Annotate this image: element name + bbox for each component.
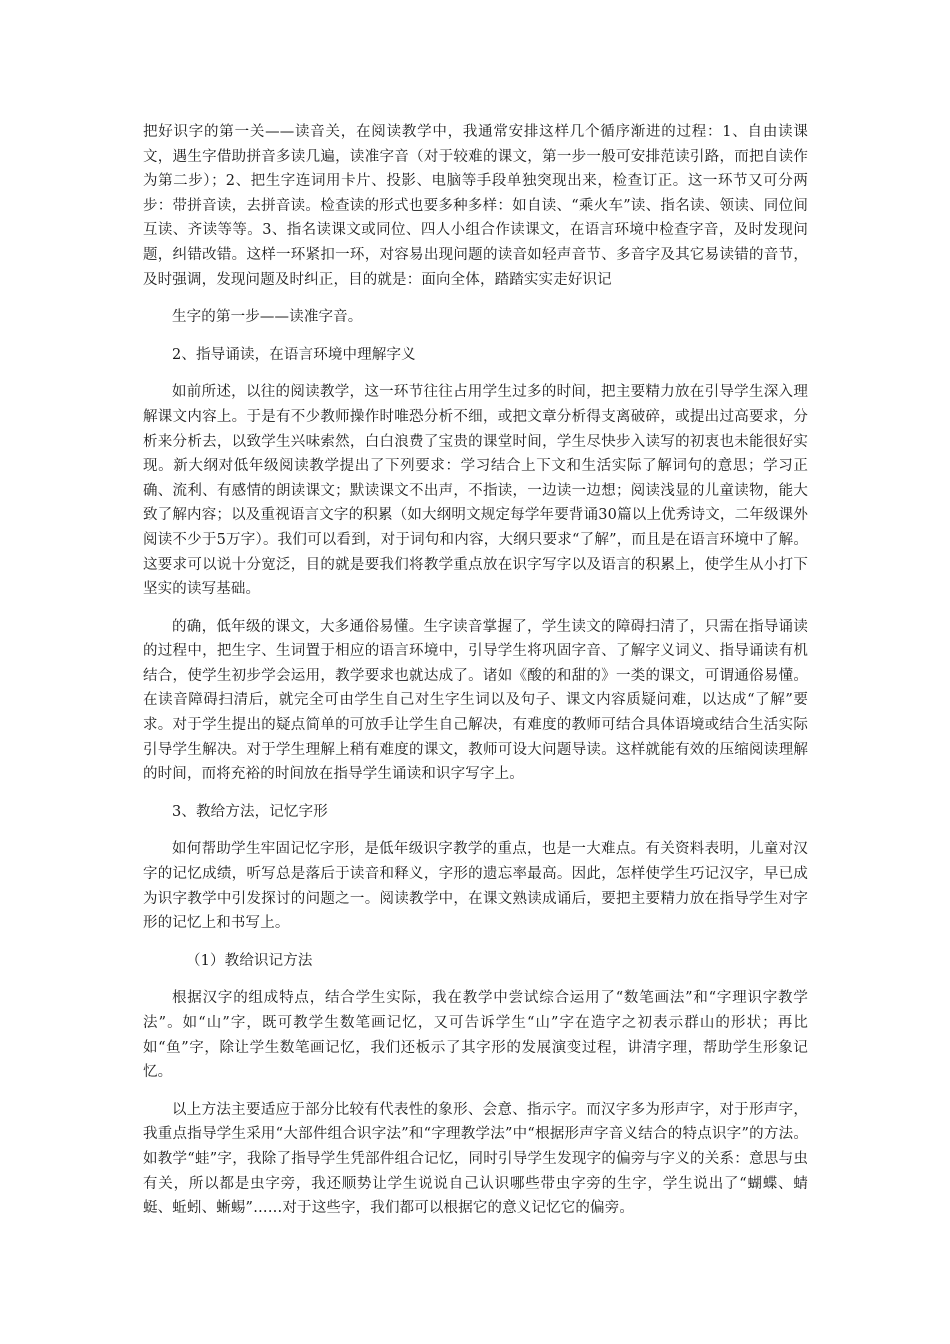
section-heading-3: 3、教给方法，记忆字形 bbox=[172, 803, 328, 820]
paragraph-stroke-counting: 根据汉字的组成特点，结合学生实际，我在教学中尝试综合运用了“数笔画法”和“字理识字教学法”。如“山”字，既可教学生数笔画记忆，又可告诉学生“山”字在造字之初表示群山的形状；再比如“鱼”字，除让学生数笔画记忆，我们还板示了其字形的发展演变过程，讲清字理，帮助学生形象记忆。 bbox=[143, 990, 808, 1081]
paragraph-phonetic-compounds: 以上方法主要适应于部分比较有代表性的象形、会意、指示字。而汉字多为形声字，对于形声字，我重点指导学生采用“大部件组合识字法”和“字理教学法”中“根据形声字音义结合的特点识字”的方法。如教学“蛙”字，我除了指导学生凭部件组合记忆，同时引导学生发现字的偏旁与字义的关系：意思与虫有关，所以都是虫字旁，我还顺势让学生说说自己认识哪些带虫字旁的生字，学生说出了“蝴蝶、蜻蜓、蚯蚓、蜥蜴”……对于这些字，我们都可以根据它的意义记忆它的偏旁。 bbox=[143, 1101, 808, 1217]
paragraph-reading-pronunciation: 把好识字的第一关——读音关，在阅读教学中，我通常安排这样几个循序渐进的过程：1、自由读课文，遇生字借助拼音多读几遍，读准字音（对于较难的课文，第一步一般可安排范读引路，而把自读作为第二步）；2、把生字连词用卡片、投影、电脑等手段单独突现出来，检查订正。这一环节又可分两步：带拼音读，去拼音读。检查读的形式也要多种多样：如自读、“乘火车”读、指名读、领读、同位间互读、齐读等等。3、指名读课文或同位、四人小组合作读课文，在语言环境中检查字音，及时发现问题，纠错改错。这样一环紧扣一环，对容易出现问题的读音如轻声音节、多音字及其它易读错的音节，及时强调，发现问题及时纠正，目的就是：面向全体，踏踏实实走好识记 bbox=[143, 124, 808, 288]
paragraph-recitation-guidance: 如前所述，以往的阅读教学，这一环节往往占用学生过多的时间，把主要精力放在引导学生深入理解课文内容上。于是有不少教师操作时唯恐分析不细，或把文章分析得支离破碎，或提出过高要求，分析来分析去，以致学生兴味索然，白白浪费了宝贵的课堂时间，学生尽快步入读写的初衷也未能很好实现。新大纲对低年级阅读教学提出了下列要求：学习结合上下文和生活实际了解词句的意思；学习正确、流利、有感情的朗读课文；默读课文不出声，不指读，一边读一边想；阅读浅显的儿童读物，能大致了解内容；以及重视语言文字的积累（如大纲明文规定每学年要背诵30篇以上优秀诗文，二年级课外阅读不少于5万字）。我们可以看到，对于词句和内容，大纲只要求“了解”，而且是在语言环境中了解。这要求可以说十分宽泛，目的就是要我们将教学重点放在识字写字以及语言的积累上，使学生从小打下坚实的读写基础。 bbox=[143, 384, 808, 598]
paragraph-low-grade-texts: 的确，低年级的课文，大多通俗易懂。生字读音掌握了，学生读文的障碍扫清了，只需在指导诵读的过程中，把生字、生词置于相应的语言环境中，引导学生将巩固字音、了解字义词义、指导诵读有机结合，使学生初步学会运用，教学要求也就达成了。诸如《酸的和甜的》一类的课文，可谓通俗易懂。在读音障碍扫清后，就完全可由学生自己对生字生词以及句子、课文内容质疑问难，以达成“了解”要求。对于学生提出的疑点简单的可放手让学生自己解决，有难度的教师可结合具体语境或结合生活实际引导学生解决。对于学生理解上稍有难度的课文，教师可设大问题导读。这样就能有效的压缩阅读理解的时间，而将充裕的时间放在指导学生诵读和识字写字上。 bbox=[143, 618, 808, 783]
document-body bbox=[143, 120, 808, 1221]
paragraph-first-step: 生字的第一步——读准字音。 bbox=[172, 309, 363, 326]
subsection-heading-1: （1）教给识记方法 bbox=[186, 952, 313, 969]
section-heading-2: 2、指导诵读，在语言环境中理解字义 bbox=[172, 346, 416, 363]
paragraph-memorize-glyphs: 如何帮助学生牢固记忆字形，是低年级识字教学的重点，也是一大难点。有关资料表明，儿童对汉字的记忆成绩，听写总是落后于读音和释义，字形的遗忘率最高。因此，怎样使学生巧记汉字，早已成为识字教学中引发探讨的问题之一。阅读教学中，在课文熟读成诵后，要把主要精力放在指导学生对字形的记忆上和书写上。 bbox=[143, 841, 808, 932]
